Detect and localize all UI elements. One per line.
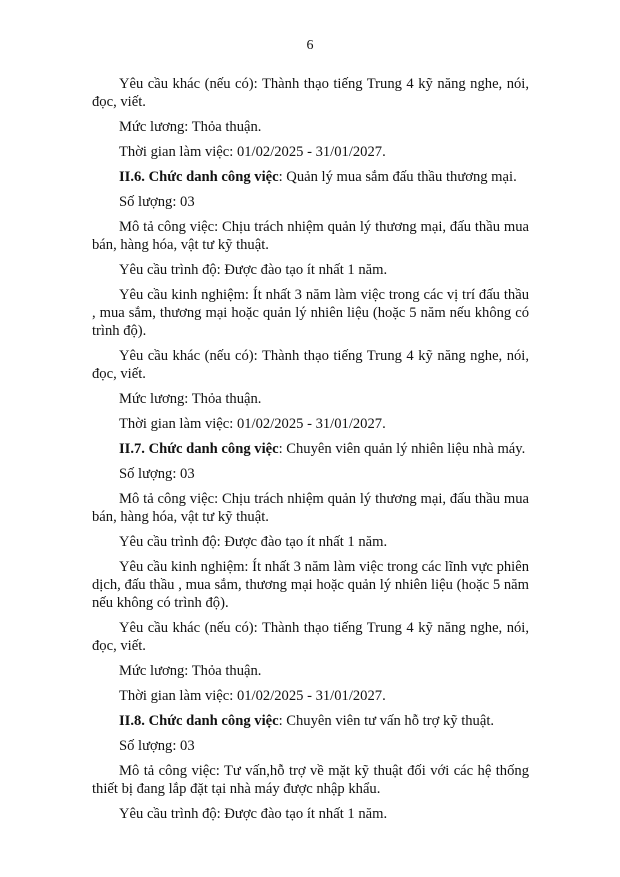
section-heading-label: II.7. Chức danh công việc bbox=[119, 441, 279, 457]
paragraph-text: Mức lương: Thỏa thuận. bbox=[119, 391, 262, 407]
section-heading-label: II.8. Chức danh công việc bbox=[119, 713, 279, 729]
paragraph bbox=[92, 737, 529, 755]
paragraph bbox=[92, 118, 529, 136]
paragraph bbox=[92, 286, 529, 340]
paragraph-text: Yêu cầu khác (nếu có): Thành thạo tiếng Trung 4 kỹ năng nghe, nói, đọc, viết. bbox=[92, 348, 529, 382]
paragraph-text: Yêu cầu kinh nghiệm: Ít nhất 3 năm làm việc trong các vị trí đấu thầu , mua sắm, thương mại hoặc quản lý nhiên liệu (hoặc 5 năm nếu không có trình độ). bbox=[92, 287, 529, 339]
paragraph bbox=[92, 143, 529, 161]
paragraph-text: Yêu cầu trình độ: Được đào tạo ít nhất 1 năm. bbox=[119, 534, 388, 550]
paragraph-text: Yêu cầu khác (nếu có): Thành thạo tiếng Trung 4 kỹ năng nghe, nói, đọc, viết. bbox=[92, 620, 529, 654]
paragraph bbox=[92, 805, 529, 823]
page-number: 6 bbox=[306, 38, 314, 53]
section-heading-text: : Chuyên viên quản lý nhiên liệu nhà máy. bbox=[278, 441, 526, 457]
paragraph-text: Yêu cầu kinh nghiệm: Ít nhất 3 năm làm việc trong các lĩnh vực phiên dịch, đấu thầu , mua sắm, thương mại hoặc quản lý nhiên liệu (hoặc 5 năm nếu không có trình độ). bbox=[92, 559, 529, 611]
paragraph-text: Mức lương: Thỏa thuận. bbox=[119, 663, 262, 679]
paragraph bbox=[92, 415, 529, 433]
section-heading-text: : Quản lý mua sắm đấu thầu thương mại. bbox=[278, 169, 517, 185]
paragraph-text: Số lượng: 03 bbox=[119, 466, 195, 482]
paragraph-text: Số lượng: 03 bbox=[119, 738, 195, 754]
paragraph-text: Yêu cầu khác (nếu có): Thành thạo tiếng Trung 4 kỹ năng nghe, nói, đọc, viết. bbox=[92, 76, 529, 110]
paragraph bbox=[92, 193, 529, 211]
section-heading bbox=[92, 712, 529, 730]
paragraph bbox=[92, 261, 529, 279]
paragraph bbox=[92, 490, 529, 526]
paragraph bbox=[92, 558, 529, 612]
paragraph-text: Yêu cầu trình độ: Được đào tạo ít nhất 1 năm. bbox=[119, 262, 388, 278]
paragraph-text: Mô tả công việc: Tư vấn,hỗ trợ về mặt kỹ thuật đối với các hệ thống thiết bị đang lắp đặt tại nhà máy được nhập khẩu. bbox=[92, 763, 529, 797]
paragraph bbox=[92, 533, 529, 551]
paragraph bbox=[92, 465, 529, 483]
paragraph bbox=[92, 390, 529, 408]
paragraph-text: Mức lương: Thỏa thuận. bbox=[119, 119, 262, 135]
paragraph bbox=[92, 347, 529, 383]
paragraph bbox=[92, 218, 529, 254]
paragraph-text: Thời gian làm việc: 01/02/2025 - 31/01/2027. bbox=[119, 144, 386, 160]
paragraph-text: Thời gian làm việc: 01/02/2025 - 31/01/2027. bbox=[119, 688, 386, 704]
paragraph-text: Yêu cầu trình độ: Được đào tạo ít nhất 1 năm. bbox=[119, 806, 388, 822]
paragraph-text: Số lượng: 03 bbox=[119, 194, 195, 210]
document-body bbox=[92, 75, 529, 823]
paragraph-text: Mô tả công việc: Chịu trách nhiệm quản lý thương mại, đấu thầu mua bán, hàng hóa, vật tư kỹ thuật. bbox=[92, 491, 529, 525]
paragraph bbox=[92, 762, 529, 798]
section-heading-text: : Chuyên viên tư vấn hỗ trợ kỹ thuật. bbox=[278, 713, 495, 729]
paragraph bbox=[92, 75, 529, 111]
section-heading bbox=[92, 168, 529, 186]
paragraph bbox=[92, 662, 529, 680]
paragraph bbox=[92, 687, 529, 705]
paragraph-text: Mô tả công việc: Chịu trách nhiệm quản lý thương mại, đấu thầu mua bán, hàng hóa, vật tư kỹ thuật. bbox=[92, 219, 529, 253]
section-heading-label: II.6. Chức danh công việc bbox=[119, 169, 279, 185]
paragraph-text: Thời gian làm việc: 01/02/2025 - 31/01/2027. bbox=[119, 416, 386, 432]
paragraph bbox=[92, 619, 529, 655]
section-heading bbox=[92, 440, 529, 458]
